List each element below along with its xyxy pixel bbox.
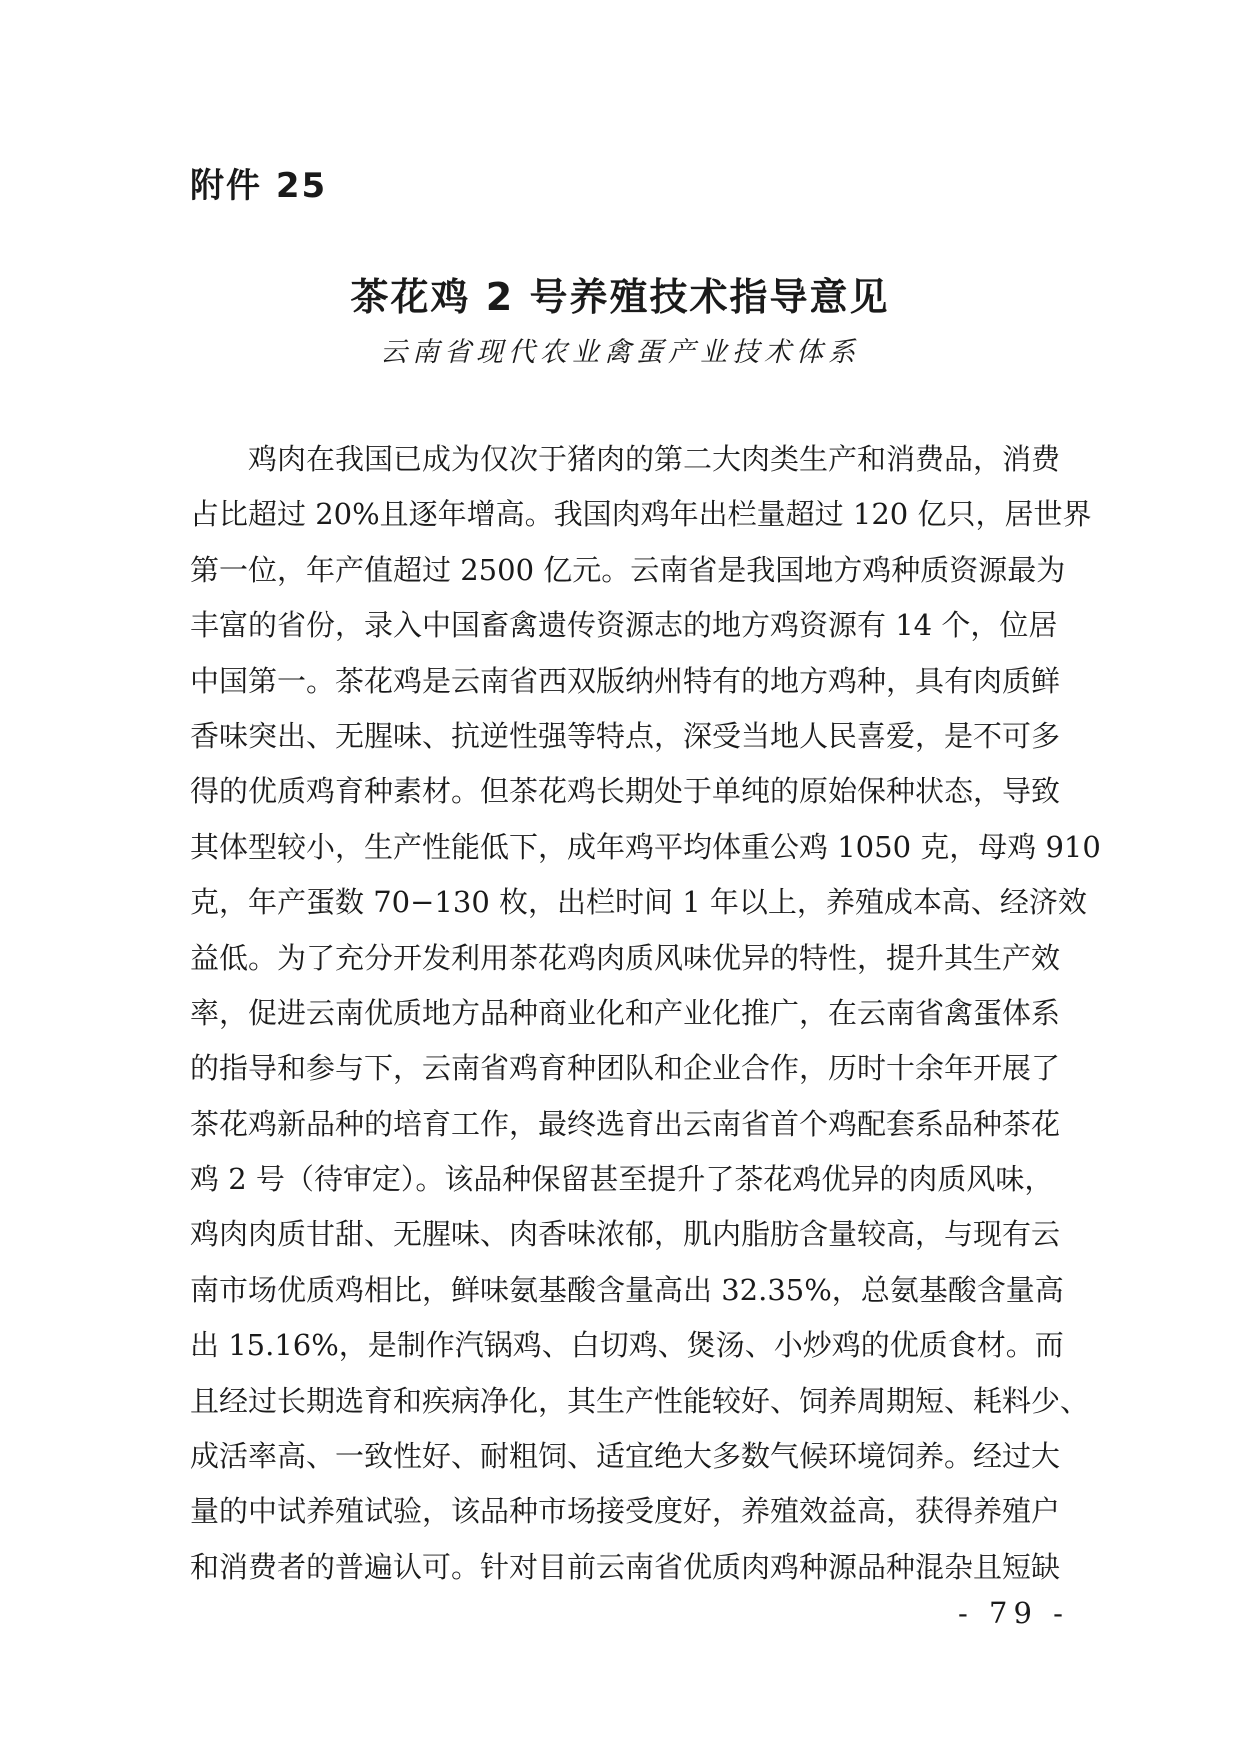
paragraph-line: 鸡 2 号（待审定）。该品种保留甚至提升了茶花鸡优异的肉质风味，: [190, 1162, 1054, 1197]
paragraph-line: 鸡肉在我国已成为仅次于猪肉的第二大肉类生产和消费品，消费: [248, 442, 1061, 476]
paragraph-line: 得的优质鸡育种素材。但茶花鸡长期处于单纯的原始保种状态，导致: [190, 774, 1061, 809]
paragraph-line: 鸡肉肉质甘甜、无腥味、肉香味浓郁，肌内脂肪含量较高，与现有云: [190, 1217, 1061, 1252]
paragraph-line: 其体型较小，生产性能低下，成年鸡平均体重公鸡 1050 克，母鸡 910: [190, 829, 1101, 864]
paragraph-line: 出 15.16%，是制作汽锅鸡、白切鸡、煲汤、小炒鸡的优质食材。而: [190, 1328, 1064, 1363]
body-paragraph: [190, 432, 1101, 1595]
paragraph-line: 占比超过 20%且逐年增高。我国肉鸡年出栏量超过 120 亿只，居世界: [190, 497, 1092, 532]
document-subtitle: 云南省现代农业禽蛋产业技术体系: [380, 337, 860, 368]
paragraph-line: 率，促进云南优质地方品种商业化和产业化推广，在云南省禽蛋体系: [190, 995, 1061, 1030]
paragraph-line: 第一位，年产值超过 2500 亿元。云南省是我国地方鸡种质资源最为: [190, 552, 1066, 587]
paragraph-line: 克，年产蛋数 70−130 枚，出栏时间 1 年以上，养殖成本高、经济效: [190, 885, 1087, 920]
paragraph-line: 益低。为了充分开发利用茶花鸡肉质风味优异的特性，提升其生产效: [190, 940, 1061, 975]
paragraph-line: 和消费者的普遍认可。针对目前云南省优质肉鸡种源品种混杂且短缺: [190, 1549, 1061, 1584]
paragraph-line: 的指导和参与下，云南省鸡育种团队和企业合作，历时十余年开展了: [190, 1051, 1061, 1086]
paragraph-line: 香味突出、无腥味、抗逆性强等特点，深受当地人民喜爱，是不可多: [190, 718, 1061, 753]
paragraph-line: 且经过长期选育和疾病净化，其生产性能较好、饲养周期短、耗料少、: [190, 1383, 1090, 1418]
page-number: - 79 -: [958, 1596, 1069, 1630]
paragraph-line: 成活率高、一致性好、耐粗饲、适宜绝大多数气候环境饲养。经过大: [190, 1439, 1061, 1474]
attachment-label: 附件 25: [190, 166, 328, 206]
paragraph-line: 量的中试养殖试验，该品种市场接受度好，养殖效益高，获得养殖户: [190, 1494, 1061, 1529]
document-title: 茶花鸡 2 号养殖技术指导意见: [350, 275, 890, 319]
paragraph-line: 茶花鸡新品种的培育工作，最终选育出云南省首个鸡配套系品种茶花: [190, 1106, 1061, 1141]
paragraph-line: 中国第一。茶花鸡是云南省西双版纳州特有的地方鸡种，具有肉质鲜: [190, 663, 1061, 698]
paragraph-line: 丰富的省份，录入中国畜禽遗传资源志的地方鸡资源有 14 个，位居: [190, 608, 1058, 643]
paragraph-line: 南市场优质鸡相比，鲜味氨基酸含量高出 32.35%，总氨基酸含量高: [190, 1272, 1064, 1307]
